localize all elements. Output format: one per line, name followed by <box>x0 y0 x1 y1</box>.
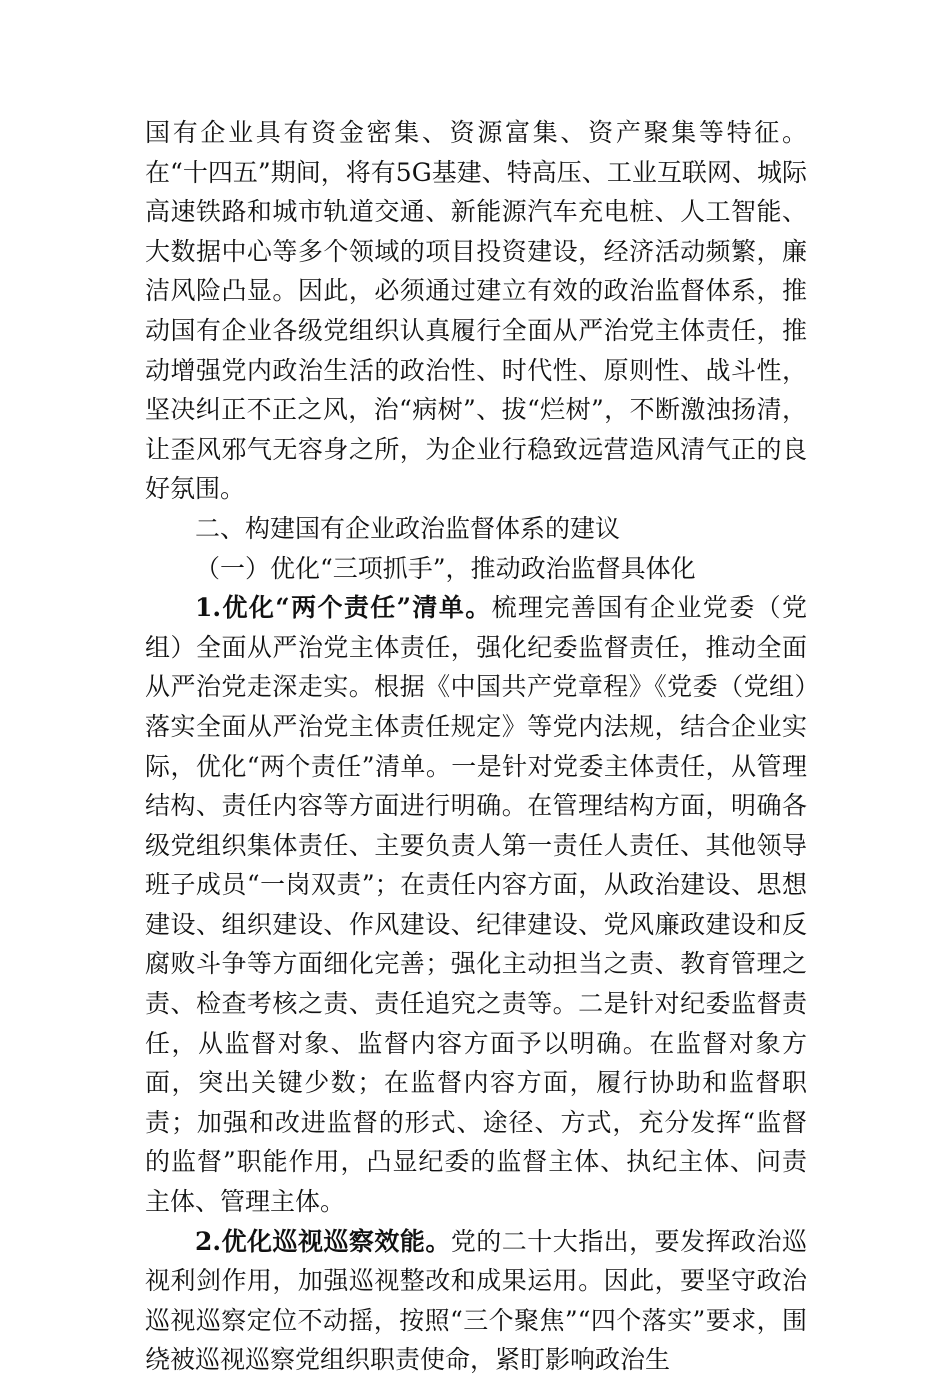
item-1-body: 梳理完善国有企业党委（党组）全面从严治党主体责任，强化纪委监督责任，推动全面从严治党走深走实。根据《中国共产党章程》《党委（党组）落实全面从严治党主体责任规定》等党内法规，结合企业实际，优化“两个责任”清单。一是针对党委主体责任，从管理结构、责任内容等方面进行明确。在管理结构方面，明确各级党组织集体责任、主要负责人第一责任人责任、其他领导班子成员“一岗双责”；在责任内容方面，从政治建设、思想建设、组织建设、作风建设、纪律建设、党风廉政建设和反腐败斗争等方面细化完善；强化主动担当之责、教育管理之责、检查考核之责、责任追究之责等。二是针对纪委监督责任，从监督对象、监督内容方面予以明确。在监督对象方面，突出关键少数；在监督内容方面，履行协助和监督职责；加强和改进监督的形式、途径、方式，充分发挥“监督的监督”职能作用，凸显纪委的监督主体、执纪主体、问责主体、管理主体。 <box>145 593 807 1217</box>
section-heading: 二、构建国有企业政治监督体系的建议 <box>195 513 621 543</box>
item-1-paragraph <box>145 588 807 1222</box>
item-2-body: 党的二十大指出，要发挥政治巡视利剑作用，加强巡视整改和成果运用。因此，要坚守政治巡视巡察定位不动摇，按照“三个聚焦”“四个落实”要求，围绕被巡视巡察党组织职责使命，紧盯影响政治生 <box>145 1226 807 1375</box>
document-page <box>145 113 807 1380</box>
item-1-lead: 1.优化“两个责任”清单。 <box>195 593 492 623</box>
subsection-heading: （一）优化“三项抓手”，推动政治监督具体化 <box>195 553 696 583</box>
item-2-paragraph <box>145 1222 807 1380</box>
intro-paragraph: 国有企业具有资金密集、资源富集、资产聚集等特征。在“十四五”期间，将有5G基建、特高压、工业互联网、城际高速铁路和城市轨道交通、新能源汽车充电桩、人工智能、大数据中心等多个领域的项目投资建设，经济活动频繁，廉洁风险凸显。因此，必须通过建立有效的政治监督体系，推动国有企业各级党组织认真履行全面从严治党主体责任，推动增强党内政治生活的政治性、时代性、原则性、战斗性，坚决纠正不正之风，治“病树”、拔“烂树”，不断激浊扬清，让歪风邪气无容身之所，为企业行稳致远营造风清气正的良好氛围。 <box>145 118 807 504</box>
item-2-lead: 2.优化巡视巡察效能。 <box>195 1226 451 1256</box>
